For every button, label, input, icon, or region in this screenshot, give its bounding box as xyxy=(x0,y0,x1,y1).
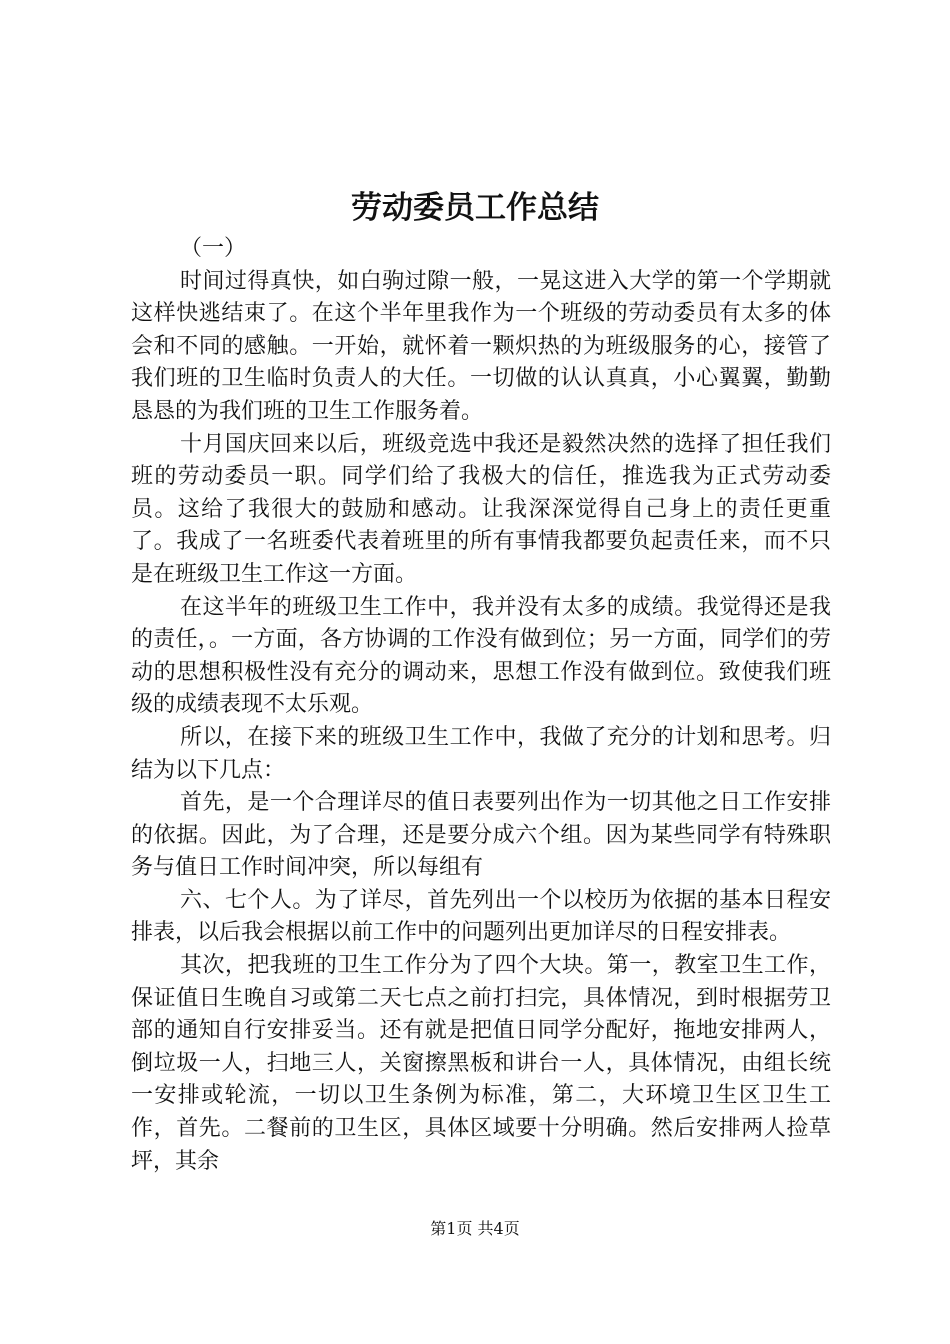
paragraph: 在这半年的班级卫生工作中，我并没有太多的成绩。我觉得还是我的责任，。一方面，各方协调的工作没有做到位；另一方面，同学们的劳动的思想积极性没有充分的调动来，思想工作没有做到位。致使我们班级的成绩表现不太乐观。 xyxy=(131,594,831,718)
paragraph: 时间过得真快，如白驹过隙一般，一晃这进入大学的第一个学期就这样快逃结束了。在这个半年里我作为一个班级的劳动委员有太多的体会和不同的感触。一开始，就怀着一颗炽热的为班级服务的心，接管了我们班的卫生临时负责人的大任。一切做的认认真真，小心翼翼，勤勤恳恳的为我们班的卫生工作服务着。 xyxy=(131,268,831,424)
page-footer: 第1页 共4页 xyxy=(430,1219,520,1238)
paragraph: 首先，是一个合理详尽的值日表要列出作为一切其他之日工作安排的依据。因此，为了合理，还是要分成六个组。因为某些同学有特殊职务与值日工作时间冲突，所以每组有 xyxy=(131,790,831,881)
paragraph: 六、七个人。为了详尽，首先列出一个以校历为依据的基本日程安排表，以后我会根据以前工作中的问题列出更加详尽的日程安排表。 xyxy=(131,887,831,946)
document-title: 劳动委员工作总结 xyxy=(351,190,599,226)
paragraph: 其次，把我班的卫生工作分为了四个大块。第一，教室卫生工作，保证值日生晚自习或第二天七点之前打扫完，具体情况，到时根据劳卫部的通知自行安排妥当。还有就是把值日同学分配好，拖地安排两人，倒垃圾一人，扫地三人，关窗擦黑板和讲台一人，具体情况，由组长统一安排或轮流，一切以卫生条例为标准，第二，大环境卫生区卫生工作，首先。二餐前的卫生区，具体区域要十分明确。然后安排两人捡草坪，其余 xyxy=(131,953,831,1174)
paragraph: 十月国庆回来以后，班级竞选中我还是毅然决然的选择了担任我们班的劳动委员一职。同学们给了我极大的信任，推选我为正式劳动委员。这给了我很大的鼓励和感动。让我深深觉得自己身上的责任更重了。我成了一名班委代表着班里的所有事情我都要负起责任来，而不只是在班级卫生工作这一方面。 xyxy=(131,431,831,587)
document-body xyxy=(131,233,831,1178)
paragraph: 所以，在接下来的班级卫生工作中，我做了充分的计划和思考。归结为以下几点： xyxy=(131,724,831,783)
section-number: （一） xyxy=(180,236,247,261)
